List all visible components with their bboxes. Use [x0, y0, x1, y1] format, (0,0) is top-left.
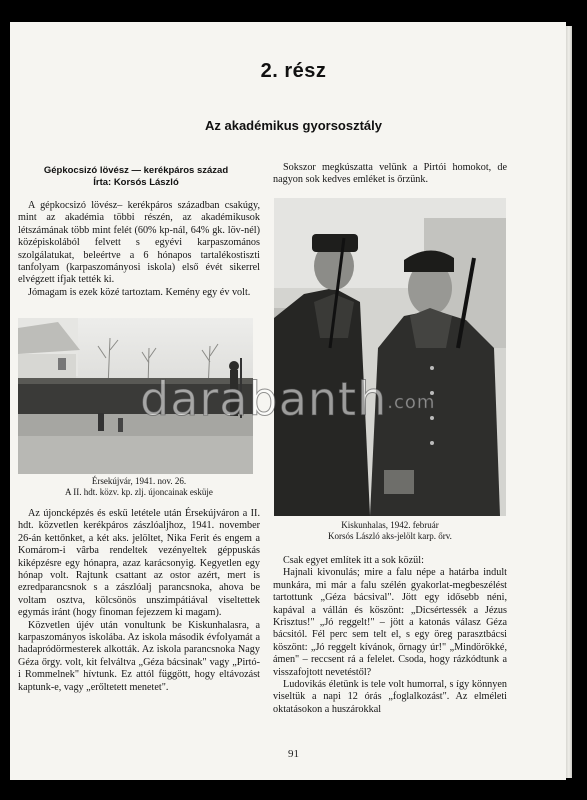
left-column-top — [18, 200, 260, 299]
photo-soldiers-portrait — [274, 198, 506, 516]
section-author: Írta: Korsós László — [93, 177, 179, 188]
paragraph: Jómagam is ezek közé tartoztam. Kemény egy év volt. — [28, 286, 251, 298]
right-column-top — [273, 162, 507, 187]
page-number: 91 — [288, 748, 299, 760]
section-heading: Gépkocsizó lövész — kerékpáros század — [43, 165, 229, 176]
paragraph: Ludovikás életünk is tele volt humorral, s így könnyen viseltük a napi 12 órás „foglalkozást". Az elméleti oktatásokon a huszárokkal — [273, 679, 507, 715]
caption-line: A II. hdt. közv. kp. zlj. újoncainak esküje — [65, 487, 213, 497]
paragraph: Csak egyet említek itt a sok közül: — [283, 555, 424, 566]
photo-soldiers-portrait-image — [274, 198, 506, 516]
paragraph: Közvetlen újév után vonultunk be Kiskunhalasra, a karpaszományos iskolába. Az iskola második évfolyamát a hadapródörmesterek alkották. Az iskola parancsnoka Nagy Géza őrgy. volt, kit felváltva „Géza bácsinak" vagy „Pirtó-i Rommelnek" hívtunk. Ez attól függött, hogy eltávozást kaptunk-e, vagy „erőltetett menetet". — [18, 619, 260, 693]
caption-line: Korsós László aks-jelölt karp. őrv. — [328, 531, 452, 541]
watermark-text: darabanth — [140, 372, 388, 426]
right-column-bottom — [273, 555, 507, 716]
page-edge — [566, 26, 572, 778]
paragraph: Hajnali kivonulás; mire a falu népe a határba indult munkára, mi már a falu szélén gyakorlat-megbeszélést tartottunk „Géza bácsival". Jött egy idősebb néni, kapával a vállán és köszönt: „Dicsértessék a Jézus Krisztus!" „Jó reggelt!" – jött a katonás válasz Géza bácsitól. Fél perc sem telt el, s egy öreg parasztbácsi köszönt: „Jó reggelt kívánok, őrnagy úr!" „Mindörökké, ámen" – reccsent rá a felelet. Csoda, hogy rázkódtunk a visszafojtott nevetéstől? — [273, 567, 507, 678]
caption-soldiers-portrait — [273, 520, 507, 542]
left-column-bottom — [18, 508, 260, 694]
part-subtitle: Az akadémikus gyorsosztály — [204, 118, 383, 133]
paragraph: Az újoncképzés és eskü letétele után Érsekújváron a II. hdt. közvetlen kerékpáros zászlóaljhoz, 1941. november 26-án kettőnket, a két aks. jelöltet, Nika Ferit és engem a Komárom-i vârba rendeltek vezényeltek géppuskás kiképzésre egy hónapra, azaz karácsonyig. Kegyetlen egy hónap volt. Rajtunk csattant az ostor azért, mert is ezredparancsnok s a zászlóalj parancsnoka, ahova be voltam osztva, kölcsönös unszimpátiával viseltettek egymás iránt (hogy finoman fejezzem ki magam). — [18, 508, 260, 619]
caption-line: Érsekújvár, 1941. nov. 26. — [91, 476, 187, 486]
paragraph: Sokszor megkúszatta velünk a Pirtói homokot, de nagyon sok kedves emléket is őrzünk. — [273, 162, 507, 186]
section-heading-block — [36, 165, 236, 189]
watermark-suffix: .com — [387, 392, 436, 413]
caption-oath-ceremony — [18, 476, 260, 498]
part-title: 2. rész — [260, 60, 327, 82]
caption-line: Kiskunhalas, 1942. február — [341, 520, 439, 530]
paragraph: A gépkocsizó lövész– kerékpáros században csakúgy, mint az akadémia többi részén, az akadémikusok létszámának több mint felét (60% kp-nál, 64% gk. löv-nél) középiskolából felvett s egyévi karpaszomános szolgálatukat, beleértve a 6 hónapos tartalékostiszti tanfolyam (karpaszományosi iskola) első évét sikerrel elvégzett ifjak tették ki. — [18, 200, 260, 286]
watermark — [140, 372, 435, 426]
